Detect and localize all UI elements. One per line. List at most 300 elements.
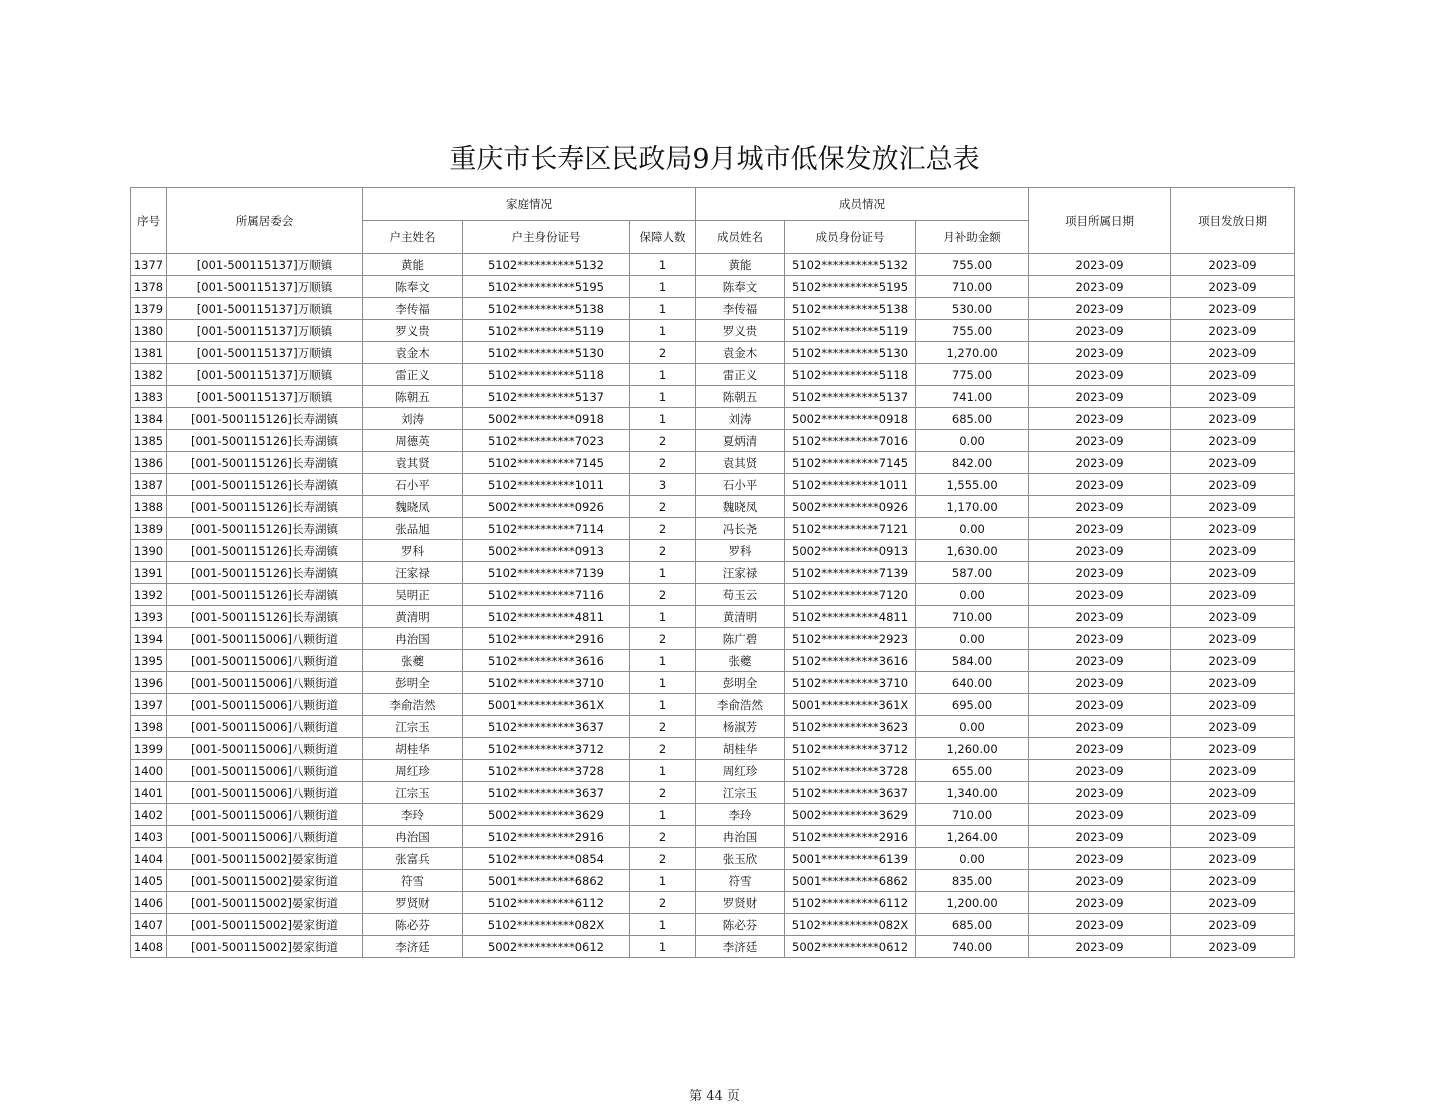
project-date-cell: 2023-09 <box>1029 870 1171 892</box>
member-name-cell: 冯长尧 <box>696 518 785 540</box>
project-date-cell: 2023-09 <box>1029 386 1171 408</box>
issue-date-cell: 2023-09 <box>1171 804 1295 826</box>
issue-date-cell: 2023-09 <box>1171 936 1295 958</box>
project-date-cell: 2023-09 <box>1029 826 1171 848</box>
member-id-cell: 5102**********7121 <box>785 518 916 540</box>
community-cell: [001-500115126]长寿湖镇 <box>167 518 363 540</box>
monthly-amount-cell: 775.00 <box>916 364 1029 386</box>
head-id-cell: 5102**********5119 <box>463 320 630 342</box>
project-date-cell: 2023-09 <box>1029 694 1171 716</box>
monthly-amount-cell: 755.00 <box>916 254 1029 276</box>
insured-count-cell: 1 <box>630 606 696 628</box>
insured-count-cell: 2 <box>630 496 696 518</box>
seq-cell: 1400 <box>131 760 167 782</box>
member-id-cell: 5002**********3629 <box>785 804 916 826</box>
insured-count-cell: 2 <box>630 342 696 364</box>
member-id-cell: 5001**********6862 <box>785 870 916 892</box>
monthly-amount-cell: 530.00 <box>916 298 1029 320</box>
head-id-cell: 5102**********7145 <box>463 452 630 474</box>
seq-cell: 1388 <box>131 496 167 518</box>
community-cell: [001-500115126]长寿湖镇 <box>167 408 363 430</box>
insured-count-cell: 2 <box>630 540 696 562</box>
member-id-cell: 5102**********3623 <box>785 716 916 738</box>
monthly-amount-cell: 0.00 <box>916 848 1029 870</box>
community-cell: [001-500115137]万顺镇 <box>167 254 363 276</box>
member-name-cell: 汪家禄 <box>696 562 785 584</box>
member-id-cell: 5102**********5195 <box>785 276 916 298</box>
head-name-cell: 罗科 <box>363 540 463 562</box>
head-name-cell: 张富兵 <box>363 848 463 870</box>
head-name-cell: 冉治国 <box>363 628 463 650</box>
monthly-amount-cell: 584.00 <box>916 650 1029 672</box>
monthly-amount-cell: 0.00 <box>916 584 1029 606</box>
member-id-cell: 5002**********0918 <box>785 408 916 430</box>
table-row <box>131 254 1295 276</box>
monthly-amount-cell: 685.00 <box>916 914 1029 936</box>
member-id-cell: 5102**********5132 <box>785 254 916 276</box>
member-name-cell: 符雪 <box>696 870 785 892</box>
table-row <box>131 738 1295 760</box>
member-name-cell: 李俞浩然 <box>696 694 785 716</box>
seq-cell: 1386 <box>131 452 167 474</box>
issue-date-cell: 2023-09 <box>1171 518 1295 540</box>
monthly-amount-cell: 1,264.00 <box>916 826 1029 848</box>
head-name-cell: 李俞浩然 <box>363 694 463 716</box>
member-name-cell: 石小平 <box>696 474 785 496</box>
community-cell: [001-500115002]晏家街道 <box>167 936 363 958</box>
table-row <box>131 650 1295 672</box>
head-name-cell: 张夔 <box>363 650 463 672</box>
insured-count-cell: 2 <box>630 716 696 738</box>
member-name-cell: 陈广碧 <box>696 628 785 650</box>
project-date-cell: 2023-09 <box>1029 782 1171 804</box>
community-cell: [001-500115002]晏家街道 <box>167 892 363 914</box>
insured-count-cell: 1 <box>630 276 696 298</box>
member-id-cell: 5002**********0926 <box>785 496 916 518</box>
community-cell: [001-500115137]万顺镇 <box>167 320 363 342</box>
issue-date-cell: 2023-09 <box>1171 386 1295 408</box>
header-issue-date: 项目发放日期 <box>1171 188 1295 254</box>
member-id-cell: 5102**********5119 <box>785 320 916 342</box>
insured-count-cell: 1 <box>630 298 696 320</box>
head-name-cell: 魏晓凤 <box>363 496 463 518</box>
issue-date-cell: 2023-09 <box>1171 650 1295 672</box>
seq-cell: 1399 <box>131 738 167 760</box>
member-name-cell: 张夔 <box>696 650 785 672</box>
project-date-cell: 2023-09 <box>1029 342 1171 364</box>
table-row <box>131 430 1295 452</box>
community-cell: [001-500115126]长寿湖镇 <box>167 540 363 562</box>
project-date-cell: 2023-09 <box>1029 540 1171 562</box>
head-id-cell: 5102**********5195 <box>463 276 630 298</box>
monthly-amount-cell: 685.00 <box>916 408 1029 430</box>
header-member-name: 成员姓名 <box>696 221 785 254</box>
member-id-cell: 5002**********0612 <box>785 936 916 958</box>
table-row <box>131 694 1295 716</box>
table-row <box>131 342 1295 364</box>
seq-cell: 1408 <box>131 936 167 958</box>
community-cell: [001-500115006]八颗街道 <box>167 826 363 848</box>
project-date-cell: 2023-09 <box>1029 254 1171 276</box>
project-date-cell: 2023-09 <box>1029 430 1171 452</box>
project-date-cell: 2023-09 <box>1029 650 1171 672</box>
monthly-amount-cell: 1,260.00 <box>916 738 1029 760</box>
table-row <box>131 628 1295 650</box>
member-id-cell: 5002**********0913 <box>785 540 916 562</box>
member-name-cell: 刘涛 <box>696 408 785 430</box>
monthly-amount-cell: 1,555.00 <box>916 474 1029 496</box>
seq-cell: 1380 <box>131 320 167 342</box>
head-name-cell: 陈奉文 <box>363 276 463 298</box>
community-cell: [001-500115137]万顺镇 <box>167 298 363 320</box>
monthly-amount-cell: 0.00 <box>916 716 1029 738</box>
table-row <box>131 584 1295 606</box>
header-insured-count: 保障人数 <box>630 221 696 254</box>
member-name-cell: 李玲 <box>696 804 785 826</box>
insured-count-cell: 1 <box>630 364 696 386</box>
seq-cell: 1383 <box>131 386 167 408</box>
seq-cell: 1379 <box>131 298 167 320</box>
head-name-cell: 冉治国 <box>363 826 463 848</box>
issue-date-cell: 2023-09 <box>1171 276 1295 298</box>
seq-cell: 1407 <box>131 914 167 936</box>
monthly-amount-cell: 835.00 <box>916 870 1029 892</box>
member-name-cell: 罗贤财 <box>696 892 785 914</box>
monthly-amount-cell: 740.00 <box>916 936 1029 958</box>
table-row <box>131 936 1295 958</box>
member-id-cell: 5102**********5138 <box>785 298 916 320</box>
head-id-cell: 5002**********0926 <box>463 496 630 518</box>
head-name-cell: 黄清明 <box>363 606 463 628</box>
header-community: 所属居委会 <box>167 188 363 254</box>
member-id-cell: 5102**********3616 <box>785 650 916 672</box>
monthly-amount-cell: 655.00 <box>916 760 1029 782</box>
seq-cell: 1404 <box>131 848 167 870</box>
head-name-cell: 李传福 <box>363 298 463 320</box>
head-name-cell: 彭明全 <box>363 672 463 694</box>
issue-date-cell: 2023-09 <box>1171 826 1295 848</box>
issue-date-cell: 2023-09 <box>1171 870 1295 892</box>
project-date-cell: 2023-09 <box>1029 276 1171 298</box>
head-id-cell: 5102**********3637 <box>463 716 630 738</box>
project-date-cell: 2023-09 <box>1029 936 1171 958</box>
head-id-cell: 5102**********5132 <box>463 254 630 276</box>
issue-date-cell: 2023-09 <box>1171 540 1295 562</box>
table-row <box>131 496 1295 518</box>
community-cell: [001-500115126]长寿湖镇 <box>167 430 363 452</box>
insured-count-cell: 2 <box>630 452 696 474</box>
head-id-cell: 5102**********5138 <box>463 298 630 320</box>
head-name-cell: 李济廷 <box>363 936 463 958</box>
member-name-cell: 罗科 <box>696 540 785 562</box>
issue-date-cell: 2023-09 <box>1171 694 1295 716</box>
issue-date-cell: 2023-09 <box>1171 672 1295 694</box>
table-row <box>131 892 1295 914</box>
head-name-cell: 李玲 <box>363 804 463 826</box>
head-id-cell: 5102**********7114 <box>463 518 630 540</box>
insured-count-cell: 2 <box>630 782 696 804</box>
issue-date-cell: 2023-09 <box>1171 254 1295 276</box>
project-date-cell: 2023-09 <box>1029 452 1171 474</box>
monthly-amount-cell: 755.00 <box>916 320 1029 342</box>
head-id-cell: 5102**********3712 <box>463 738 630 760</box>
member-id-cell: 5102**********7145 <box>785 452 916 474</box>
monthly-amount-cell: 640.00 <box>916 672 1029 694</box>
head-name-cell: 符雪 <box>363 870 463 892</box>
issue-date-cell: 2023-09 <box>1171 848 1295 870</box>
head-id-cell: 5102**********3728 <box>463 760 630 782</box>
table-row <box>131 870 1295 892</box>
project-date-cell: 2023-09 <box>1029 848 1171 870</box>
member-name-cell: 陈必芬 <box>696 914 785 936</box>
project-date-cell: 2023-09 <box>1029 408 1171 430</box>
project-date-cell: 2023-09 <box>1029 672 1171 694</box>
insured-count-cell: 1 <box>630 694 696 716</box>
seq-cell: 1393 <box>131 606 167 628</box>
head-name-cell: 陈必芬 <box>363 914 463 936</box>
header-member-group: 成员情况 <box>696 188 1029 221</box>
issue-date-cell: 2023-09 <box>1171 342 1295 364</box>
head-name-cell: 袁金木 <box>363 342 463 364</box>
head-id-cell: 5001**********361X <box>463 694 630 716</box>
member-id-cell: 5102**********5118 <box>785 364 916 386</box>
project-date-cell: 2023-09 <box>1029 562 1171 584</box>
member-name-cell: 夏炳清 <box>696 430 785 452</box>
head-name-cell: 刘涛 <box>363 408 463 430</box>
project-date-cell: 2023-09 <box>1029 496 1171 518</box>
table-row <box>131 276 1295 298</box>
table-row <box>131 386 1295 408</box>
head-id-cell: 5102**********5137 <box>463 386 630 408</box>
head-name-cell: 江宗玉 <box>363 716 463 738</box>
head-id-cell: 5102**********2916 <box>463 628 630 650</box>
community-cell: [001-500115006]八颗街道 <box>167 716 363 738</box>
community-cell: [001-500115137]万顺镇 <box>167 364 363 386</box>
table-row <box>131 716 1295 738</box>
table-row <box>131 782 1295 804</box>
insured-count-cell: 1 <box>630 870 696 892</box>
head-id-cell: 5002**********0913 <box>463 540 630 562</box>
seq-cell: 1401 <box>131 782 167 804</box>
member-name-cell: 彭明全 <box>696 672 785 694</box>
issue-date-cell: 2023-09 <box>1171 760 1295 782</box>
head-name-cell: 罗义贵 <box>363 320 463 342</box>
issue-date-cell: 2023-09 <box>1171 782 1295 804</box>
seq-cell: 1382 <box>131 364 167 386</box>
community-cell: [001-500115002]晏家街道 <box>167 848 363 870</box>
head-name-cell: 江宗玉 <box>363 782 463 804</box>
community-cell: [001-500115006]八颗街道 <box>167 782 363 804</box>
head-id-cell: 5102**********7023 <box>463 430 630 452</box>
head-id-cell: 5102**********3637 <box>463 782 630 804</box>
seq-cell: 1390 <box>131 540 167 562</box>
head-id-cell: 5002**********3629 <box>463 804 630 826</box>
insured-count-cell: 3 <box>630 474 696 496</box>
monthly-amount-cell: 710.00 <box>916 276 1029 298</box>
community-cell: [001-500115006]八颗街道 <box>167 738 363 760</box>
member-name-cell: 张玉欣 <box>696 848 785 870</box>
community-cell: [001-500115137]万顺镇 <box>167 386 363 408</box>
head-id-cell: 5002**********0918 <box>463 408 630 430</box>
table-row <box>131 474 1295 496</box>
community-cell: [001-500115006]八颗街道 <box>167 672 363 694</box>
issue-date-cell: 2023-09 <box>1171 738 1295 760</box>
project-date-cell: 2023-09 <box>1029 804 1171 826</box>
table-row <box>131 540 1295 562</box>
community-cell: [001-500115006]八颗街道 <box>167 804 363 826</box>
head-name-cell: 黄能 <box>363 254 463 276</box>
seq-cell: 1405 <box>131 870 167 892</box>
member-id-cell: 5102**********3637 <box>785 782 916 804</box>
table-row <box>131 672 1295 694</box>
table-row <box>131 298 1295 320</box>
table-row <box>131 848 1295 870</box>
project-date-cell: 2023-09 <box>1029 584 1171 606</box>
seq-cell: 1385 <box>131 430 167 452</box>
member-name-cell: 罗义贵 <box>696 320 785 342</box>
monthly-amount-cell: 695.00 <box>916 694 1029 716</box>
monthly-amount-cell: 1,170.00 <box>916 496 1029 518</box>
seq-cell: 1402 <box>131 804 167 826</box>
seq-cell: 1398 <box>131 716 167 738</box>
insured-count-cell: 2 <box>630 518 696 540</box>
head-name-cell: 罗贤财 <box>363 892 463 914</box>
member-id-cell: 5001**********361X <box>785 694 916 716</box>
project-date-cell: 2023-09 <box>1029 474 1171 496</box>
member-id-cell: 5102**********4811 <box>785 606 916 628</box>
issue-date-cell: 2023-09 <box>1171 320 1295 342</box>
project-date-cell: 2023-09 <box>1029 364 1171 386</box>
member-id-cell: 5102**********3712 <box>785 738 916 760</box>
member-name-cell: 魏晓凤 <box>696 496 785 518</box>
seq-cell: 1395 <box>131 650 167 672</box>
project-date-cell: 2023-09 <box>1029 320 1171 342</box>
monthly-amount-cell: 842.00 <box>916 452 1029 474</box>
head-name-cell: 周红珍 <box>363 760 463 782</box>
table-row <box>131 518 1295 540</box>
member-name-cell: 周红珍 <box>696 760 785 782</box>
seq-cell: 1377 <box>131 254 167 276</box>
header-family-group: 家庭情况 <box>363 188 696 221</box>
monthly-amount-cell: 1,270.00 <box>916 342 1029 364</box>
member-name-cell: 陈奉文 <box>696 276 785 298</box>
monthly-amount-cell: 710.00 <box>916 606 1029 628</box>
head-id-cell: 5102**********7139 <box>463 562 630 584</box>
insured-count-cell: 1 <box>630 254 696 276</box>
insured-count-cell: 1 <box>630 386 696 408</box>
table-row <box>131 760 1295 782</box>
community-cell: [001-500115126]长寿湖镇 <box>167 606 363 628</box>
project-date-cell: 2023-09 <box>1029 518 1171 540</box>
table-row <box>131 562 1295 584</box>
table-row <box>131 320 1295 342</box>
community-cell: [001-500115137]万顺镇 <box>167 342 363 364</box>
monthly-amount-cell: 1,340.00 <box>916 782 1029 804</box>
monthly-amount-cell: 587.00 <box>916 562 1029 584</box>
project-date-cell: 2023-09 <box>1029 760 1171 782</box>
seq-cell: 1384 <box>131 408 167 430</box>
member-name-cell: 冉治国 <box>696 826 785 848</box>
table-row <box>131 408 1295 430</box>
community-cell: [001-500115006]八颗街道 <box>167 694 363 716</box>
head-name-cell: 汪家禄 <box>363 562 463 584</box>
member-name-cell: 江宗玉 <box>696 782 785 804</box>
issue-date-cell: 2023-09 <box>1171 298 1295 320</box>
allowance-table <box>130 187 1295 958</box>
member-name-cell: 李传福 <box>696 298 785 320</box>
monthly-amount-cell: 1,200.00 <box>916 892 1029 914</box>
community-cell: [001-500115006]八颗街道 <box>167 760 363 782</box>
issue-date-cell: 2023-09 <box>1171 606 1295 628</box>
member-name-cell: 李济廷 <box>696 936 785 958</box>
head-id-cell: 5102**********3616 <box>463 650 630 672</box>
insured-count-cell: 2 <box>630 848 696 870</box>
member-id-cell: 5102**********2923 <box>785 628 916 650</box>
monthly-amount-cell: 710.00 <box>916 804 1029 826</box>
head-name-cell: 张品旭 <box>363 518 463 540</box>
head-id-cell: 5102**********082X <box>463 914 630 936</box>
member-id-cell: 5102**********5137 <box>785 386 916 408</box>
member-id-cell: 5102**********7016 <box>785 430 916 452</box>
head-id-cell: 5102**********1011 <box>463 474 630 496</box>
issue-date-cell: 2023-09 <box>1171 364 1295 386</box>
member-id-cell: 5102**********1011 <box>785 474 916 496</box>
insured-count-cell: 2 <box>630 628 696 650</box>
head-id-cell: 5002**********0612 <box>463 936 630 958</box>
member-name-cell: 袁其贤 <box>696 452 785 474</box>
member-id-cell: 5102**********082X <box>785 914 916 936</box>
insured-count-cell: 2 <box>630 826 696 848</box>
member-name-cell: 胡桂华 <box>696 738 785 760</box>
head-name-cell: 周德英 <box>363 430 463 452</box>
community-cell: [001-500115126]长寿湖镇 <box>167 562 363 584</box>
table-header <box>131 188 1295 254</box>
table-body <box>131 254 1295 958</box>
community-cell: [001-500115126]长寿湖镇 <box>167 496 363 518</box>
issue-date-cell: 2023-09 <box>1171 914 1295 936</box>
issue-date-cell: 2023-09 <box>1171 584 1295 606</box>
head-name-cell: 石小平 <box>363 474 463 496</box>
monthly-amount-cell: 741.00 <box>916 386 1029 408</box>
head-name-cell: 陈朝五 <box>363 386 463 408</box>
member-id-cell: 5102**********3710 <box>785 672 916 694</box>
seq-cell: 1403 <box>131 826 167 848</box>
header-head-name: 户主姓名 <box>363 221 463 254</box>
community-cell: [001-500115006]八颗街道 <box>167 650 363 672</box>
table-row <box>131 804 1295 826</box>
header-seq: 序号 <box>131 188 167 254</box>
issue-date-cell: 2023-09 <box>1171 892 1295 914</box>
project-date-cell: 2023-09 <box>1029 738 1171 760</box>
community-cell: [001-500115002]晏家街道 <box>167 914 363 936</box>
head-id-cell: 5102**********2916 <box>463 826 630 848</box>
insured-count-cell: 1 <box>630 650 696 672</box>
member-name-cell: 黄能 <box>696 254 785 276</box>
head-id-cell: 5102**********6112 <box>463 892 630 914</box>
seq-cell: 1406 <box>131 892 167 914</box>
issue-date-cell: 2023-09 <box>1171 452 1295 474</box>
community-cell: [001-500115126]长寿湖镇 <box>167 584 363 606</box>
member-id-cell: 5102**********5130 <box>785 342 916 364</box>
head-name-cell: 胡桂华 <box>363 738 463 760</box>
insured-count-cell: 2 <box>630 892 696 914</box>
issue-date-cell: 2023-09 <box>1171 408 1295 430</box>
head-id-cell: 5102**********5130 <box>463 342 630 364</box>
seq-cell: 1389 <box>131 518 167 540</box>
seq-cell: 1397 <box>131 694 167 716</box>
seq-cell: 1394 <box>131 628 167 650</box>
issue-date-cell: 2023-09 <box>1171 496 1295 518</box>
